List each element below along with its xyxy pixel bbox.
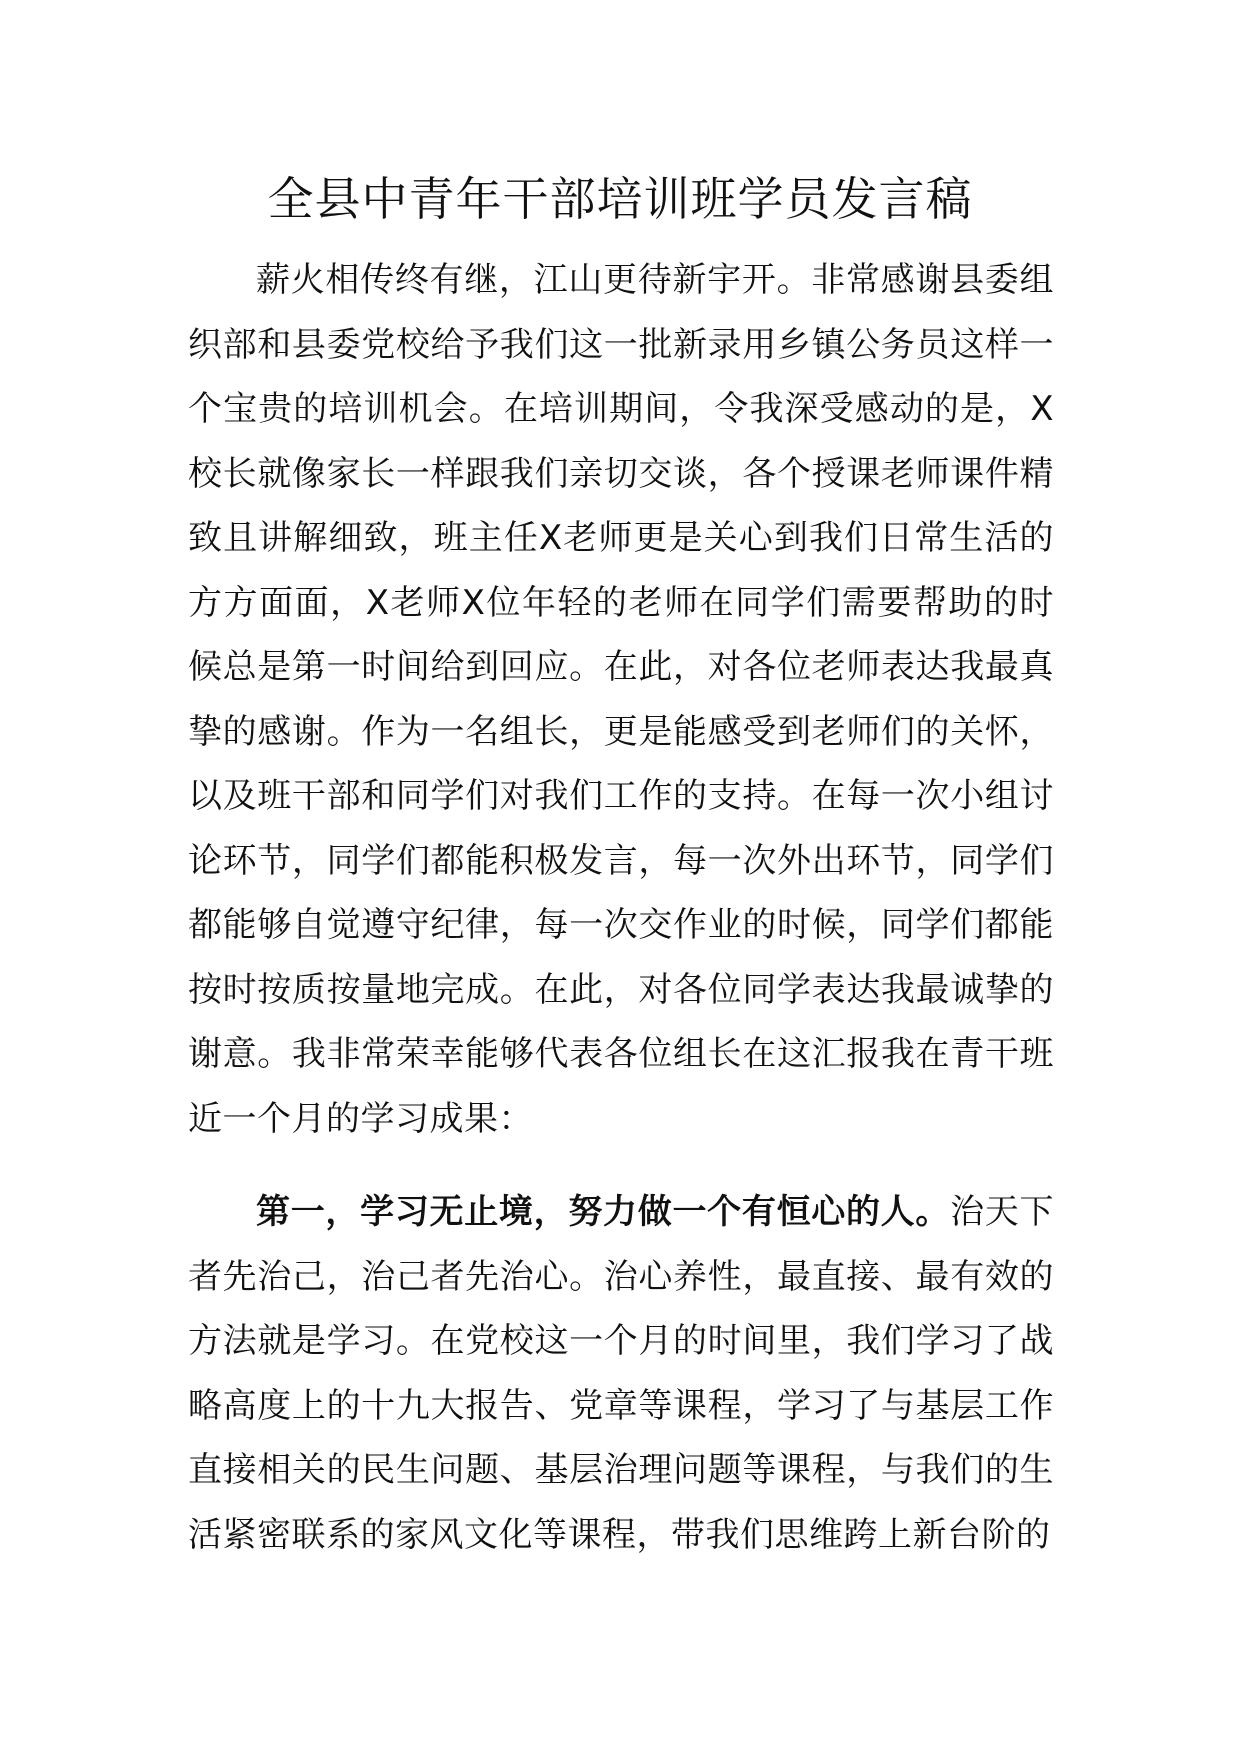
paragraph-first-point-body: 治天下者先治己，治己者先治心。治心养性，最直接、最有效的方法就是学习。在党校这一个月的时间里，我们学习了战略高度上的十九大报告、党章等课程，学习了与基层工作直接相关的民生问题、基层治理问题等课程，与我们的生活紧密联系的家风文化等课程，带我们思维跨上新台阶的 <box>188 1192 1055 1555</box>
paragraph-opening: 薪火相传终有继，江山更待新宇开。非常感谢县委组织部和县委党校给予我们这一批新录用乡镇公务员这样一个宝贵的培训机会。在培训期间，令我深受感动的是，X校长就像家长一样跟我们亲切交谈，各个授课老师课件精致且讲解细致，班主任X老师更是关心到我们日常生活的方方面面，X老师X位年轻的老师在同学们需要帮助的时候总是第一时间给到回应。在此，对各位老师表达我最真挚的感谢。作为一名组长，更是能感受到老师们的关怀，以及班干部和同学们对我们工作的支持。在每一次小组讨论环节，同学们都能积极发言，每一次外出环节，同学们都能够自觉遵守纪律，每一次交作业的时候，同学们都能按时按质按量地完成。在此，对各位同学表达我最诚挚的谢意。我非常荣幸能够代表各位组长在这汇报我在青干班近一个月的学习成果： <box>188 260 1054 1139</box>
document-title: 全县中青年干部培训班学员发言稿 <box>267 172 973 226</box>
paragraph-first-point-lead: 第一，学习无止境，努力做一个有恒心的人。 <box>256 1192 951 1232</box>
paragraph-first-point <box>188 1180 1054 1567</box>
